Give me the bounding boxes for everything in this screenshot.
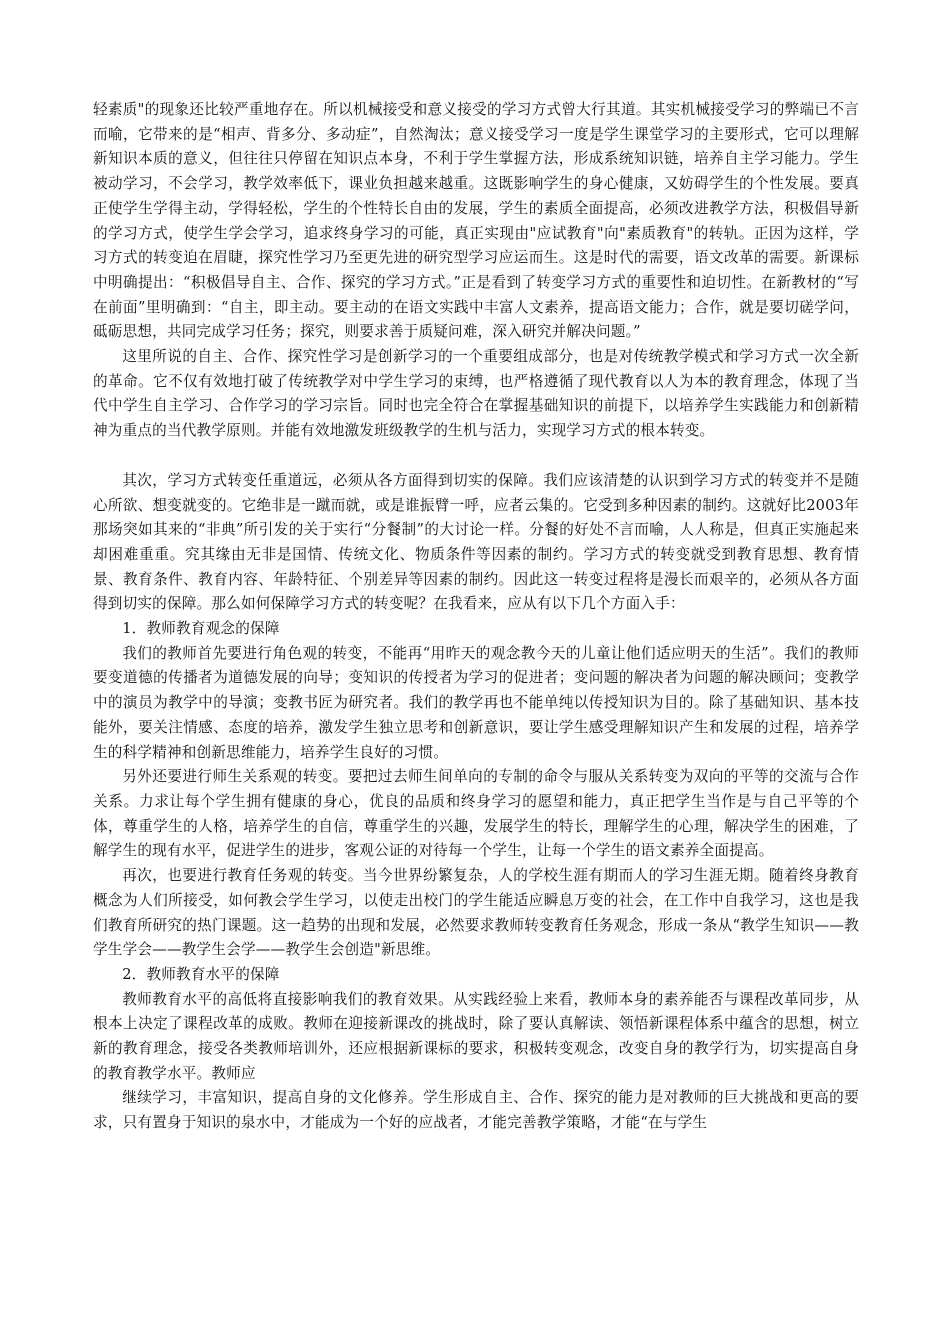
paragraph-2: 这里所说的自主、合作、探究性学习是创新学习的一个重要组成部分，也是对传统教学模式和学习方式一次全新的革命。它不仅有效地打破了传统教学对中学生学习的束缚，也严格遵循了现代教育以人为本的教育理念，体现了当代中学生自主学习、合作学习的学习宗旨。同时也完全符合在掌握基础知识的前提下，以培养学生实践能力和创新精神为重点的当代教学原则。并能有效地激发班级教学的生机与活力，实现学习方式的根本转变。 xyxy=(93,348,859,440)
paragraph-7: 教师教育水平的高低将直接影响我们的教育效果。从实践经验上来看，教师本身的素养能否与课程改革同步，从根本上决定了课程改革的成败。教师在迎接新课改的挑战时，除了要认真解读、领悟新课程体系中蕴含的思想，树立新的教育理念，接受各类教师培训外，还应根据新课标的要求，积极转变观念，改变自身的教学行为，切实提高自身的教育教学水平。教师应 xyxy=(93,990,859,1082)
section-heading-1: 1．教师教育观念的保障 xyxy=(122,620,280,638)
section-heading-2: 2．教师教育水平的保障 xyxy=(122,965,280,983)
paragraph-3: 其次，学习方式转变任重道远，必须从各方面得到切实的保障。我们应该清楚的认识到学习方式的转变并不是随心所欲、想变就变的。它绝非是一蹴而就，或是谁振臂一呼，应者云集的。它受到多种因素的制约。这就好比2003年那场突如其来的“非典”所引发的关于实行“分餐制”的大讨论一样。分餐的好处不言而喻，人人称是，但真正实施起来却困难重重。究其缘由无非是国情、传统文化、物质条件等因素的制约。学习方式的转变就受到教育思想、教育情景、教育条件、教育内容、年龄特征、个别差异等因素的制约。因此这一转变过程将是漫长而艰辛的，必须从各方面得到切实的保障。那么如何保障学习方式的转变呢？在我看来，应从有以下几个方面入手： xyxy=(93,471,859,613)
paragraph-8: 继续学习，丰富知识，提高自身的文化修养。学生形成自主、合作、探究的能力是对教师的巨大挑战和更高的要求，只有置身于知识的泉水中，才能成为一个好的应战者，才能完善教学策略，才能“在与学生 xyxy=(93,1089,859,1132)
paragraph-6: 再次，也要进行教育任务观的转变。当今世界纷繁复杂，人的学校生涯有期而人的学习生涯无期。随着终身教育概念为人们所接受，如何教会学生学习，以使走出校门的学生能适应瞬息万变的社会，在工作中自我学习，这也是我们教育所研究的热门课题。这一趋势的出现和发展，必然要求教师转变教育任务观念，形成一条从“教学生知识——教学生学会——教学生会学——教学生会创造"新思维。 xyxy=(93,867,859,959)
document-body xyxy=(93,98,859,1136)
paragraph-4: 我们的教师首先要进行角色观的转变，不能再“用昨天的观念教今天的儿童让他们适应明天的生活”。我们的教师要变道德的传播者为道德发展的向导；变知识的传授者为学习的促进者；变问题的解决者为问题的解决顾问；变教学中的演员为教学中的导演；变教书匠为研究者。我们的教学再也不能单纯以传授知识为目的。除了基础知识、基本技能外，要关注情感、态度的培养，激发学生独立思考和创新意识，要让学生感受理解知识产生和发展的过程，培养学生的科学精神和创新思维能力，培养学生良好的习惯。 xyxy=(93,644,859,761)
paragraph-5: 另外还要进行师生关系观的转变。要把过去师生间单向的专制的命令与服从关系转变为双向的平等的交流与合作关系。力求让每个学生拥有健康的身心，优良的品质和终身学习的愿望和能力，真正把学生当作是与自己平等的个体，尊重学生的人格，培养学生的自信，尊重学生的兴趣，发展学生的特长，理解学生的心理，解决学生的困难，了解学生的现有水平，促进学生的进步，客观公证的对待每一个学生，让每一个学生的语文素养全面提高。 xyxy=(93,768,859,860)
paragraph-1: 轻素质"的现象还比较严重地存在。所以机械接受和意义接受的学习方式曾大行其道。其实机械接受学习的弊端已不言而喻，它带来的是“相声、背多分、多动症”，自然淘汰；意义接受学习一度是学生课堂学习的主要形式，它可以理解新知识本质的意义，但往往只停留在知识点本身，不利于学生掌握方法，形成系统知识链，培养自主学习能力。学生被动学习，不会学习，教学效率低下，课业负担越来越重。这既影响学生的身心健康，又妨碍学生的个性发展。要真正使学生学得主动，学得轻松，学生的个性特长自由的发展，学生的素质全面提高，必须改进教学方法，积极倡导新的学习方式，使学生学会学习，追求终身学习的可能，真正实现由"应试教育"向"素质教育"的转轨。正因为这样，学习方式的转变迫在眉睫，探究性学习乃至更先进的研究型学习应运而生。这是时代的需要，语文改革的需要。新课标中明确提出：“积极倡导自主、合作、探究的学习方式。”正是看到了转变学习方式的重要性和迫切性。在新教材的“写在前面”里明确到：“自主，即主动。要主动的在语文实践中丰富人文素养，提高语文能力；合作，就是要切磋学问，砥砺思想，共同完成学习任务；探究，则要求善于质疑问难，深入研究并解决问题。” xyxy=(93,101,859,341)
